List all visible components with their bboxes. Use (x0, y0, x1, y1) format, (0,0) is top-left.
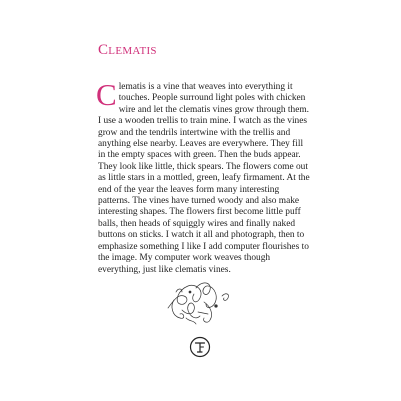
article-body (96, 77, 310, 276)
monogram-emblem-icon (189, 336, 211, 358)
article-body-text: lematis is a vine that weaves into everything it touches. People surround light poles with chicken wire and let the clematis vines grow through them. I use a wooden trellis to train mine. I watch as the vines grow and the tendrils intertwine with the trellis and anything else nearby. Leaves are everywhere. They fill in the empty spaces with green. Then the buds appear. They look like little, thick spears. The flowers come out as little stars in a mottled, green, leafy firmament. At the end of the year the leaves form many interesting patterns. The vines have turned woody and also make interesting shapes. The flowers first become little puff balls, then heads of squiggly wires and finally naked buttons on sticks. I watch it all and photograph, then to emphasize something I like I add computer flourishes to the image. My computer work weaves though everything, just like clematis vines. (98, 82, 310, 275)
drop-cap: C (96, 77, 117, 112)
vine-flourish-icon (160, 270, 240, 330)
page-title: Clematis (98, 42, 157, 58)
